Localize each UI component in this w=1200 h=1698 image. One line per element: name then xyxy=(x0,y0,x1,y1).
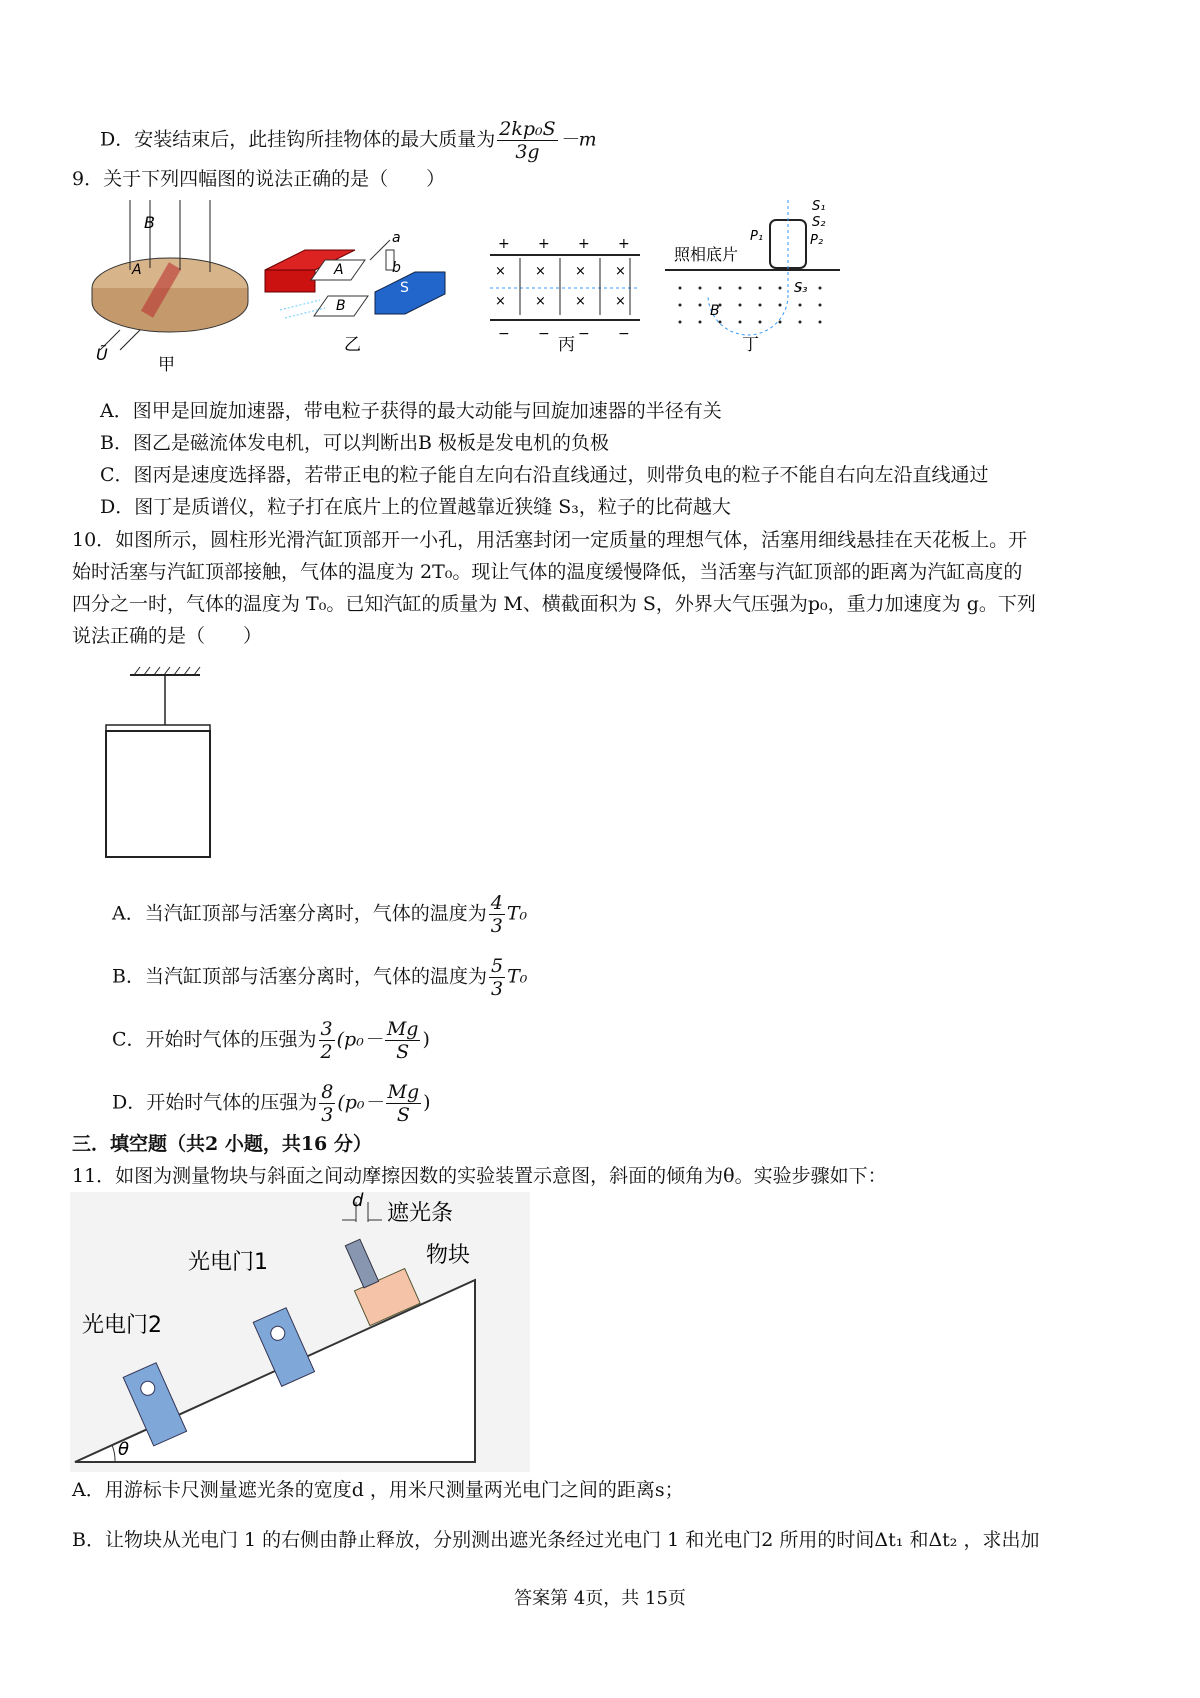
svg-text:×: × xyxy=(575,264,586,279)
svg-text:−: − xyxy=(618,326,630,342)
q9-option-d: D．图丁是质谱仪，粒子打在底片上的位置越靠近狭缝 S₃，粒子的比荷越大 xyxy=(100,496,731,518)
q10-optd-fraction2 xyxy=(386,1081,422,1126)
ding-caption: 丁 xyxy=(742,335,759,355)
svg-text:+: + xyxy=(538,236,550,252)
gate2-label: 光电门2 xyxy=(82,1313,162,1338)
svg-text:−: − xyxy=(538,326,550,342)
q10-optb-fraction xyxy=(489,955,505,1000)
svg-text:×: × xyxy=(495,294,506,309)
jia-U-label: Ũ xyxy=(96,345,108,364)
svg-text:×: × xyxy=(615,294,626,309)
q10-stem-line4: 说法正确的是（ ） xyxy=(72,625,263,647)
frac-den: S xyxy=(396,1041,410,1063)
q10-option-a xyxy=(112,892,527,937)
page-footer: 答案第 4页，共 15页 xyxy=(514,1588,686,1609)
yi-B-label: B xyxy=(336,298,346,314)
q9-option-c: C．图丙是速度选择器，若带正电的粒子能自左向右沿直线通过，则带负电的粒子不能自右向左沿直线通过 xyxy=(100,464,989,486)
bing-caption: 丙 xyxy=(558,335,575,355)
frac-num: 3 xyxy=(320,1018,333,1040)
q10-optc-mid: (p₀－ xyxy=(336,1028,383,1051)
frac-den: 2 xyxy=(320,1041,333,1063)
q10-option-c xyxy=(112,1018,430,1063)
yi-caption: 乙 xyxy=(344,335,361,355)
fig-jia-cyclotron xyxy=(92,200,248,375)
svg-text:×: × xyxy=(535,264,546,279)
ding-S3-label: S₃ xyxy=(794,281,808,296)
svg-text:−: − xyxy=(498,326,510,342)
fig-bing-selector xyxy=(490,236,640,355)
q10-optd-fraction xyxy=(319,1081,335,1126)
ding-S1-label: S₁ xyxy=(812,200,826,214)
frac-den: 3g xyxy=(515,141,540,163)
ding-B-label: B xyxy=(710,303,720,319)
svg-text:+: + xyxy=(578,236,590,252)
jia-B-label: B xyxy=(144,213,155,232)
svg-text:×: × xyxy=(575,294,586,309)
frac-den: 3 xyxy=(490,978,504,1000)
q10-optc-suffix: ) xyxy=(422,1028,430,1051)
q10-optd-text: D．开始时气体的压强为 xyxy=(112,1091,318,1114)
ding-P1-label: P₁ xyxy=(750,229,764,244)
ding-S2-label: S₂ xyxy=(812,215,826,230)
q9-figures xyxy=(70,200,930,390)
q9-stem: 9．关于下列四幅图的说法正确的是（ ） xyxy=(72,168,446,190)
q10-optd-mid: (p₀－ xyxy=(337,1091,384,1114)
q8-option-d xyxy=(100,118,597,163)
shading-strip-label: 遮光条 xyxy=(387,1201,454,1226)
q11-step-b: B．让物块从光电门 1 的右侧由静止释放，分别测出遮光条经过光电门 1 和光电门2 所用的时间Δt₁ 和Δt₂ ，求出加 xyxy=(72,1529,1040,1551)
q9-option-b: B．图乙是磁流体发电机，可以判断出B 极板是发电机的负极 xyxy=(100,432,609,454)
svg-text:×: × xyxy=(615,264,626,279)
q10-cylinder-figure xyxy=(100,665,220,865)
frac-den: 3 xyxy=(321,1104,334,1126)
q10-opta-fraction xyxy=(489,892,505,937)
q10-optd-suffix: ) xyxy=(423,1091,431,1114)
frac-num: 5 xyxy=(490,955,504,977)
frac-den: 3 xyxy=(490,915,503,937)
q9-option-a: A．图甲是回旋加速器，带电粒子获得的最大动能与回旋加速器的半径有关 xyxy=(100,400,722,422)
svg-text:×: × xyxy=(495,264,506,279)
q11-step-a: A．用游标卡尺测量遮光条的宽度d ，用米尺测量两光电门之间的距离s； xyxy=(72,1479,684,1501)
q11-stem: 11．如图为测量物块与斜面之间动摩擦因数的实验装置示意图，斜面的倾角为θ。实验步骤如下： xyxy=(72,1165,887,1187)
section3-title: 三．填空题（共2 小题，共16 分） xyxy=(72,1133,372,1155)
gate1-label: 光电门1 xyxy=(188,1250,268,1275)
jia-caption: 甲 xyxy=(158,355,175,375)
q10-optc-fraction2 xyxy=(385,1018,421,1063)
svg-text:×: × xyxy=(535,294,546,309)
d-label: d xyxy=(352,1192,364,1211)
block-label: 物块 xyxy=(426,1243,471,1268)
q10-stem-line2: 始时活塞与汽缸顶部接触，气体的温度为 2T₀。现让气体的温度缓慢降低，当活塞与汽缸顶部的距离为汽缸高度的 xyxy=(72,561,1023,583)
frac-den: S xyxy=(396,1104,410,1126)
q8-optd-suffix: －m xyxy=(559,128,597,151)
q8-optd-text: D．安装结束后，此挂钩所挂物体的最大质量为 xyxy=(100,128,496,151)
q10-optb-suffix: T₀ xyxy=(507,965,528,988)
frac-num: Mg xyxy=(386,1018,419,1040)
q10-option-b xyxy=(112,955,527,1000)
yi-a-label: a xyxy=(392,230,401,246)
fig-ding-spectrometer xyxy=(665,200,840,355)
q10-opta-text: A．当汽缸顶部与活塞分离时，气体的温度为 xyxy=(112,902,487,925)
q10-stem-line3: 四分之一时，气体的温度为 T₀。已知汽缸的质量为 M、横截面积为 S，外界大气压强为p₀，重力加速度为 g。下列 xyxy=(72,593,1036,615)
q10-stem-line1: 10．如图所示，圆柱形光滑汽缸顶部开一小孔，用活塞封闭一定质量的理想气体，活塞用细线悬挂在天花板上。开 xyxy=(72,529,1028,551)
q10-opta-suffix: T₀ xyxy=(506,902,528,925)
frac-num: 4 xyxy=(490,892,503,914)
q11-incline-figure xyxy=(70,1192,530,1472)
svg-text:−: − xyxy=(578,326,590,342)
theta-label: θ xyxy=(118,1439,130,1460)
frac-num: 8 xyxy=(321,1081,334,1103)
svg-text:+: + xyxy=(498,236,510,252)
yi-A-label: A xyxy=(334,262,344,278)
q10-option-d xyxy=(112,1081,431,1126)
yi-b-label: b xyxy=(392,260,401,276)
fig-yi-mhd xyxy=(265,230,445,355)
svg-text:+: + xyxy=(618,236,630,252)
q10-optc-text: C．开始时气体的压强为 xyxy=(112,1028,317,1051)
ding-P2-label: P₂ xyxy=(810,233,824,248)
q10-optb-text: B．当汽缸顶部与活塞分离时，气体的温度为 xyxy=(112,965,487,988)
frac-num: Mg xyxy=(387,1081,420,1103)
jia-A-label: A xyxy=(132,262,142,278)
q10-optc-fraction xyxy=(319,1018,335,1063)
yi-S-label: S xyxy=(400,280,409,296)
ding-film-label: 照相底片 xyxy=(674,245,739,264)
frac-num: 2kp₀S xyxy=(499,118,556,140)
q8-optd-fraction xyxy=(497,118,557,163)
